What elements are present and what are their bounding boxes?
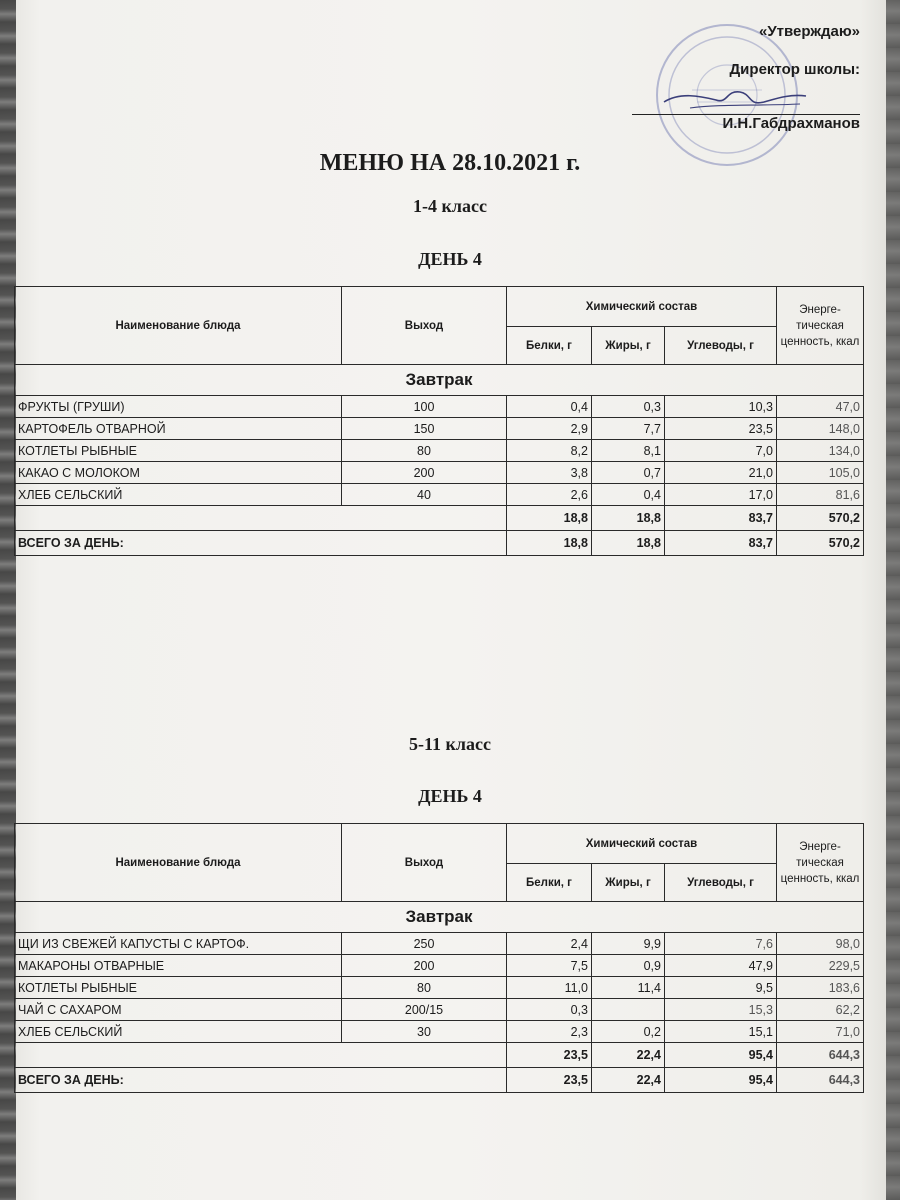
dish-fat: 8,1 [592,440,665,462]
table-row [15,440,864,462]
header-protein: Белки, г [507,864,592,902]
header-fat: Жиры, г [592,327,665,365]
dish-protein: 0,4 [507,396,592,418]
dish-name: МАКАРОНЫ ОТВАРНЫЕ [15,955,342,977]
dish-carbs: 10,3 [665,396,777,418]
approval-heading: «Утверждаю» [758,23,860,40]
subtotal-blank [15,1043,507,1068]
day-total-label: ВСЕГО ЗА ДЕНЬ: [15,1068,507,1093]
table-row [15,977,864,999]
signature-line [632,114,860,115]
header-carbs: Углеводы, г [665,864,777,902]
dish-name: ФРУКТЫ (ГРУШИ) [15,396,342,418]
dish-energy: 81,6 [777,484,864,506]
dish-fat: 0,3 [592,396,665,418]
approval-name: И.Н.Габдрахманов [722,115,860,132]
table-row [15,999,864,1021]
subtotal-protein: 18,8 [507,506,592,531]
day-total-fat: 22,4 [592,1068,665,1093]
scan-edge-right [886,0,900,1200]
dish-energy: 62,2 [777,999,864,1021]
day-total-label: ВСЕГО ЗА ДЕНЬ: [15,531,507,556]
dish-energy: 148,0 [777,418,864,440]
day-total-row [15,531,864,556]
menu-table-grades-1-4 [14,286,864,556]
dish-energy: 105,0 [777,462,864,484]
dish-protein: 8,2 [507,440,592,462]
dish-energy: 47,0 [777,396,864,418]
header-dish-name: Наименование блюда [15,287,342,365]
table-row [15,1021,864,1043]
approval-position: Директор школы: [729,61,860,78]
day-label-2: ДЕНЬ 4 [418,786,482,806]
dish-carbs: 17,0 [665,484,777,506]
dish-fat: 0,9 [592,955,665,977]
day-total-fat: 18,8 [592,531,665,556]
dish-name: КАКАО С МОЛОКОМ [15,462,342,484]
grade-label-1: 1-4 класс [413,196,487,216]
day-total-protein: 23,5 [507,1068,592,1093]
approval-block [722,24,860,154]
subtotal-row [15,1043,864,1068]
dish-carbs: 21,0 [665,462,777,484]
dish-name: ХЛЕБ СЕЛЬСКИЙ [15,1021,342,1043]
dish-name: ХЛЕБ СЕЛЬСКИЙ [15,484,342,506]
dish-fat: 0,7 [592,462,665,484]
header-output: Выход [342,287,507,365]
day-total-carbs: 95,4 [665,1068,777,1093]
dish-output: 200/15 [342,999,507,1021]
day-total-energy: 570,2 [777,531,864,556]
header-energy: Энерге-тическая ценность, ккал [777,824,864,902]
dish-carbs: 47,9 [665,955,777,977]
subtotal-protein: 23,5 [507,1043,592,1068]
dish-energy: 71,0 [777,1021,864,1043]
dish-output: 80 [342,440,507,462]
dish-output: 100 [342,396,507,418]
header-chemical-composition: Химический состав [507,824,777,864]
subtotal-energy: 570,2 [777,506,864,531]
dish-fat: 11,4 [592,977,665,999]
dish-output: 150 [342,418,507,440]
dish-name: КОТЛЕТЫ РЫБНЫЕ [15,440,342,462]
dish-name: КАРТОФЕЛЬ ОТВАРНОЙ [15,418,342,440]
day-total-protein: 18,8 [507,531,592,556]
dish-carbs: 15,3 [665,999,777,1021]
dish-carbs: 23,5 [665,418,777,440]
subtotal-energy: 644,3 [777,1043,864,1068]
grade-label-2: 5-11 класс [409,734,491,754]
day-total-energy: 644,3 [777,1068,864,1093]
day-total-carbs: 83,7 [665,531,777,556]
dish-carbs: 7,0 [665,440,777,462]
dish-protein: 3,8 [507,462,592,484]
dish-carbs: 15,1 [665,1021,777,1043]
dish-protein: 2,6 [507,484,592,506]
dish-protein: 7,5 [507,955,592,977]
subtotal-carbs: 83,7 [665,506,777,531]
dish-output: 80 [342,977,507,999]
dish-name: КОТЛЕТЫ РЫБНЫЕ [15,977,342,999]
header-protein: Белки, г [507,327,592,365]
dish-output: 200 [342,462,507,484]
day-total-row [15,1068,864,1093]
menu-table-grades-5-11 [14,823,864,1093]
menu-title: МЕНЮ НА 28.10.2021 г. [319,150,581,176]
subtotal-fat: 18,8 [592,506,665,531]
dish-output: 30 [342,1021,507,1043]
table-row [15,933,864,955]
table-row [15,396,864,418]
dish-output: 40 [342,484,507,506]
table-row [15,955,864,977]
dish-protein: 0,3 [507,999,592,1021]
header-chemical-composition: Химический состав [507,287,777,327]
dish-energy: 98,0 [777,933,864,955]
dish-protein: 2,4 [507,933,592,955]
header-energy: Энерге-тическая ценность, ккал [777,287,864,365]
dish-fat: 0,2 [592,1021,665,1043]
subtotal-blank [15,506,507,531]
meal-label: Завтрак [15,365,864,396]
dish-energy: 134,0 [777,440,864,462]
meal-label: Завтрак [15,902,864,933]
dish-protein: 2,9 [507,418,592,440]
dish-carbs: 9,5 [665,977,777,999]
dish-protein: 2,3 [507,1021,592,1043]
dish-fat: 0,4 [592,484,665,506]
header-dish-name: Наименование блюда [15,824,342,902]
dish-name: ЧАЙ С САХАРОМ [15,999,342,1021]
dish-protein: 11,0 [507,977,592,999]
dish-name: ЩИ ИЗ СВЕЖЕЙ КАПУСТЫ С КАРТОФ. [15,933,342,955]
subtotal-fat: 22,4 [592,1043,665,1068]
subtotal-row [15,506,864,531]
dish-energy: 229,5 [777,955,864,977]
day-label-1: ДЕНЬ 4 [418,249,482,269]
header-fat: Жиры, г [592,864,665,902]
table-row [15,484,864,506]
table-row [15,462,864,484]
dish-fat: 9,9 [592,933,665,955]
dish-energy: 183,6 [777,977,864,999]
dish-output: 200 [342,955,507,977]
table-row [15,418,864,440]
dish-carbs: 7,6 [665,933,777,955]
header-output: Выход [342,824,507,902]
header-carbs: Углеводы, г [665,327,777,365]
dish-output: 250 [342,933,507,955]
dish-fat [592,999,665,1021]
subtotal-carbs: 95,4 [665,1043,777,1068]
dish-fat: 7,7 [592,418,665,440]
